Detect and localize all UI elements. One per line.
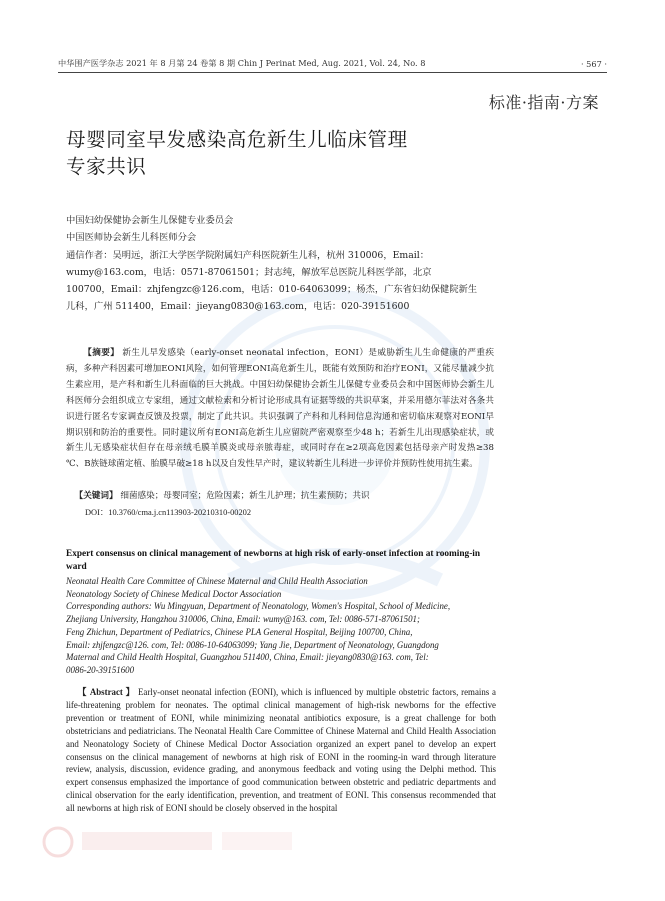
english-authors [66,575,496,677]
chinese-title-line-2: 专家共识 [66,155,147,178]
author-line: Zhejiang University, Hangzhou 310006, China, Email: wumy@163. com, Tel: 0086-571-87061501; [66,614,420,625]
author-line: 通信作者：吴明远，浙江大学医学院附属妇产科医院新生儿科，杭州 310006，Email： [66,249,430,261]
abstract-label: 【摘要】 [83,348,120,358]
abstract-text: Early-onset neonatal infection (EONI), which is influenced by multiple obstetric factors, remains a life-threatening problem for neonates. The optimal clinical management of high-risk newborns for the effective prevention or treatment of EONI, while minimizing neonatal antibiotics exposure, is a great challenge for both obstetricians and pediatricians. The Neonatal Health Care Committee of Chinese Maternal and Child Health Association and Neonatology Society of Chinese Medical Doctor Association organized an expert panel to develop an expert consensus on the clinical management of newborns at high risk of EONI in the rooming-in ward through literature review, analysis, discussion, evidence grading, and anonymous feedback and voting using the Delphi method. This expert consensus emphasized the importance of good communication between obstetric and pediatric departments and clinical observation for the early identification, prevention, and treatment of EONI. This consensus recommended that all newborns at high risk of EONI should be closely observed in the hospital [66,687,496,814]
chinese-title [66,126,546,180]
author-line: 儿科，广州 511400，Email：jieyang0830@163.com，电话：020-39151600 [66,301,410,313]
author-line: 中国医师协会新生儿科医师分会 [66,232,197,244]
keywords-text: 细菌感染；母婴同室；危险因素；新生儿护理；抗生素预防；共识 [120,491,370,501]
author-line: Neonatal Health Care Committee of Chinese Maternal and Child Health Association [66,576,368,586]
journal-citation: 中华围产医学杂志 2021 年 8 月第 24 卷第 8 期 Chin J Perinat Med, Aug. 2021, Vol. 24, No. 8 [58,58,426,68]
author-line: Email: zhjfengzc@126. com, Tel: 0086-10-64063099; Yang Jie, Department of Neonatology, Guangdong [66,639,439,650]
english-title: Expert consensus on clinical management of newborns at high risk of early-onset infection at rooming-in ward [66,549,481,572]
author-line: Maternal and Child Health Hospital, Guangzhou 511400, China, Email: jieyang0830@163. com, Tel: [66,652,429,663]
chinese-authors [66,212,496,316]
chinese-title-line-1: 母婴同室早发感染高危新生儿临床管理 [66,128,408,151]
author-line: Neonatology Society of Chinese Medical Doctor Association [66,588,282,599]
footer-watermark-icon [40,822,300,862]
author-line: 中国妇幼保健协会新生儿保健专业委员会 [66,215,234,226]
chinese-keywords [66,489,494,505]
running-header [58,56,607,73]
author-line: wumy@163.com，电话：0571-87061501；封志纯，解放军总医院儿科医学部，北京 [66,266,432,278]
author-line: 100700，Email：zhjfengzc@126.com，电话：010-64063099；杨杰，广东省妇幼保健院新生 [66,284,478,296]
english-abstract [66,686,496,815]
page-number: · 567 · [580,59,607,69]
author-line: Feng Zhichun, Department of Pediatrics, Chinese PLA General Hospital, Beijing 100700, China, [66,626,413,637]
abstract-label: 【 Abstract 】 [77,687,136,697]
doi: DOI：10.3760/cma.j.cn113903-20210310-00202 [85,508,252,517]
author-line: 0086-20-39151600 [66,664,135,675]
section-label: 标准·指南·方案 [488,93,599,112]
author-line: Corresponding authors: Wu Mingyuan, Department of Neonatology, Women's Hospital, School of Medicine, [66,601,451,612]
keywords-label: 【关键词】 [74,491,118,501]
chinese-abstract [66,346,494,473]
abstract-text: 新生儿早发感染（early-onset neonatal infection，EONI）是威胁新生儿生命健康的严重疾病，多种产科因素可增加EONI风险，如何管理EONI高危新生儿，既能有效预防和治疗EONI，又能尽量减少抗生素应用，是产科和新生儿科面临的巨大挑战。中国妇幼保健协会新生儿保健专业委员会和中国医师协会新生儿科医师分会组织成立专家组，通过文献检索和分析讨论形成具有证据等级的共识草案，并采用德尔菲法对各条共识进行匿名专家调查反馈及投票，制定了此共识。共识强调了产科和儿科间信息沟通和密切临床观察对EONI早期识别和防治的重要性。同时建议所有EONI高危新生儿应留院严密观察至少48 h；若新生儿出现感染症状，或新生儿无感染症状但存在母亲绒毛膜羊膜炎或母亲脓毒症，或同时存在≥2项高危因素包括母亲产时发热≥38 ℃、B族链球菌定植、胎膜早破≥18 h以及自发性早产时，建议转新生儿科进一步评价并预防性使用抗生素。 [66,348,494,470]
